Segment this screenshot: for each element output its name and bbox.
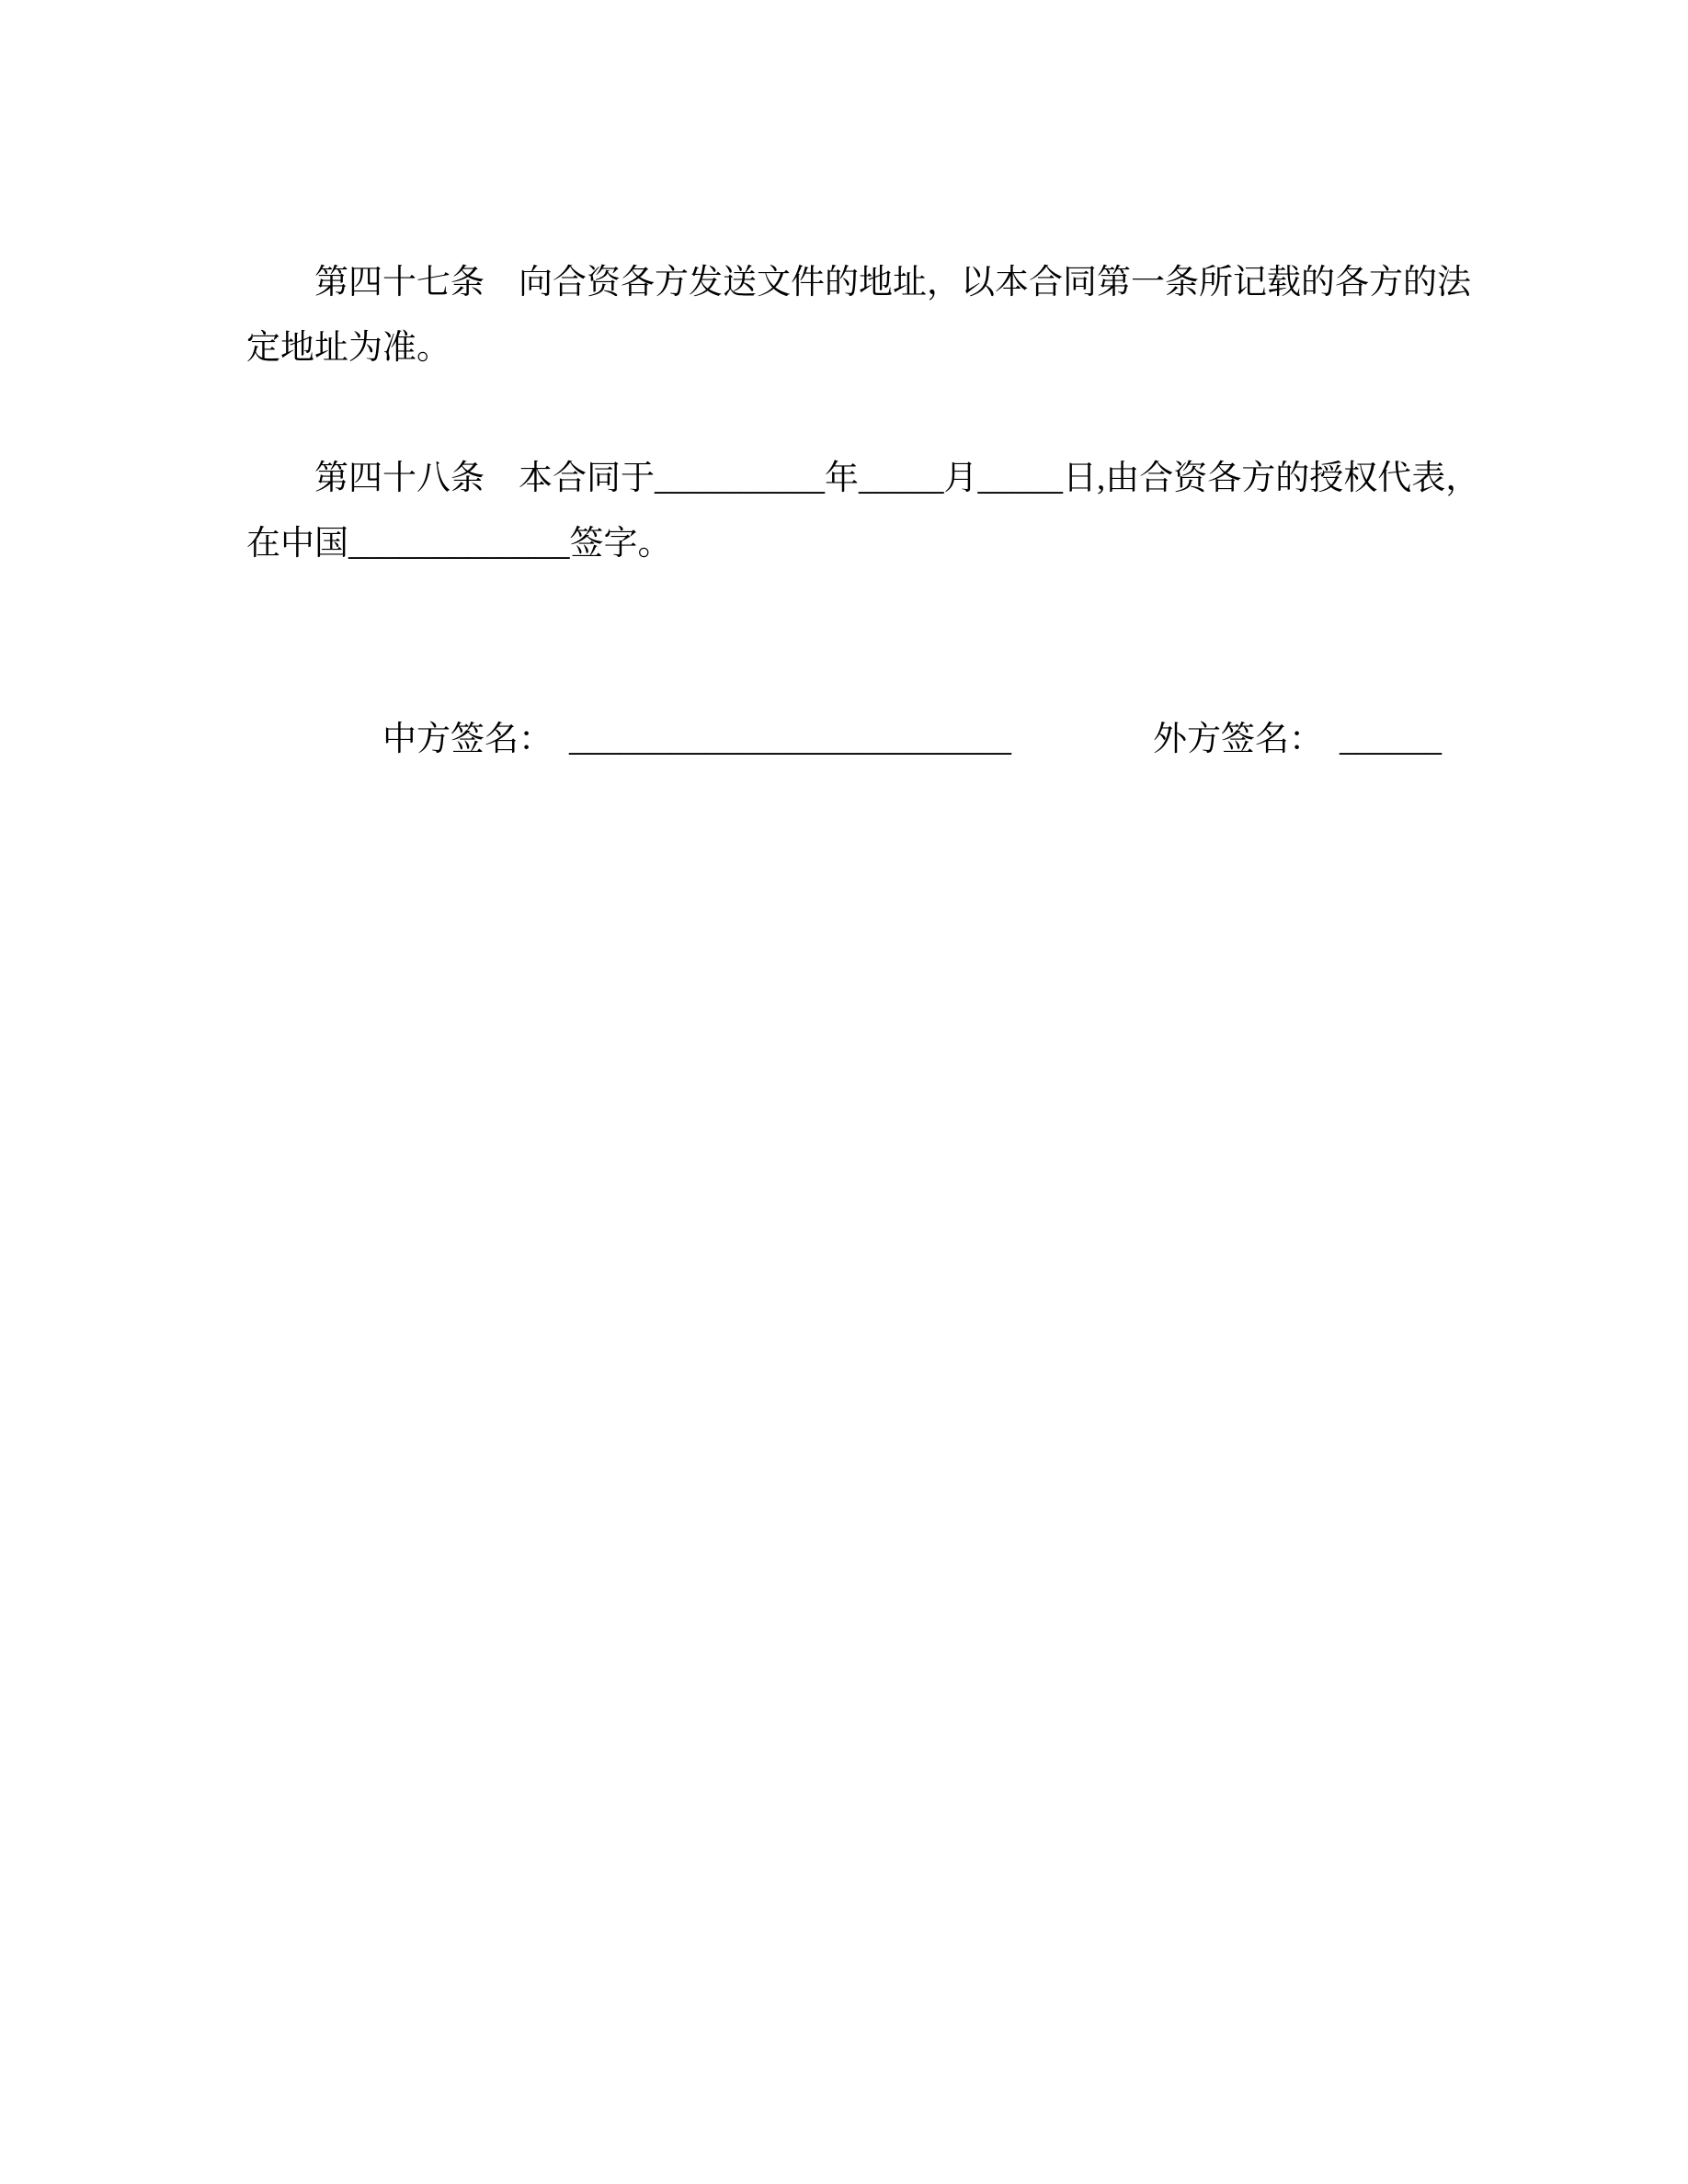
paragraph-article-47	[246, 250, 1471, 381]
document-content	[0, 0, 1688, 837]
china-party-signature-label: 中方签名：	[382, 721, 553, 758]
foreign-party-signature-blank: ______	[1340, 721, 1442, 758]
foreign-party-signature-label: 外方签名：	[1153, 721, 1323, 758]
china-party-signature-blank: __________________________	[569, 721, 1011, 758]
paragraph-article-48	[246, 446, 1480, 576]
article-48-line-2: 在中国_____________签字。	[246, 525, 672, 563]
signature-row	[246, 642, 1442, 837]
article-47-line-2: 定地址为准。	[246, 329, 451, 367]
article-47-line-1: 第四十七条 向合资各方发送文件的地址，以本合同第一条所记载的各方的法	[314, 264, 1471, 301]
china-party-signature	[314, 642, 1011, 837]
article-48-line-1: 第四十八条 本合同于__________年_____月_____日,由合资各方的授权代表，	[314, 460, 1480, 497]
foreign-party-signature	[1085, 642, 1442, 837]
